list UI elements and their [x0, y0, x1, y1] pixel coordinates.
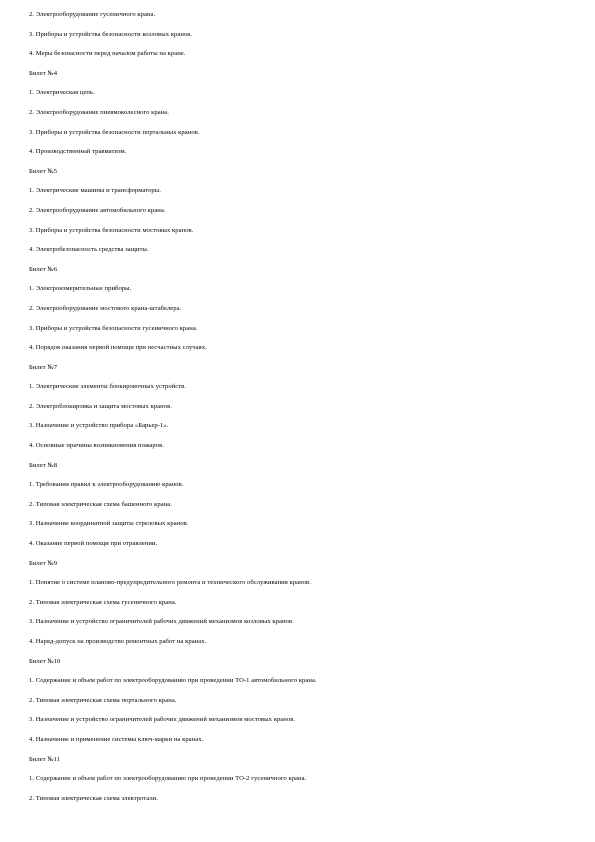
ticket-heading: Билет №9 [29, 559, 58, 567]
question-item: 3. Назначение и устройство ограничителей рабочих движений механизмов козловых кранов. [29, 618, 294, 626]
question-item: 2. Электрооборудование мостового крана-штабелера. [29, 304, 182, 312]
question-item: 2. Типовая электрическая схема портального крана. [29, 696, 177, 704]
question-item: 4. Назначение и применение системы ключ-марки на кранах. [29, 735, 204, 743]
question-item: 1. Содержание и объем работ по электрооборудованию при проведении ТО-1 автомобильного крана. [29, 677, 317, 685]
question-item: 2. Типовая электрическая схема электротали. [29, 794, 159, 802]
ticket-heading: Билет №4 [29, 69, 58, 77]
question-item: 4. Меры безопасности перед началом работы на кране. [29, 50, 186, 58]
question-item: 1. Электрические элементы блокировочных устройств. [29, 383, 187, 391]
ticket-heading: Билет №5 [29, 167, 58, 175]
question-item: 2. Электрооборудование автомобильного крана. [29, 206, 166, 214]
question-item: 2. Электрооборудование пневмоколесного крана. [29, 108, 169, 116]
question-item: 4. Основные причины возникновения пожаров. [29, 442, 164, 450]
question-item: 3. Назначение и устройство ограничителей рабочих движений механизмов мостовых кранов. [29, 716, 296, 724]
ticket-heading: Билет №10 [29, 657, 61, 665]
question-item: 4. Порядок оказания первой помощи при несчастных случаях. [29, 344, 207, 352]
ticket-heading: Билет №6 [29, 265, 58, 273]
question-item: 1. Электроизмерительные приборы. [29, 285, 132, 293]
question-item: 1. Требования правил к электрооборудованию кранов. [29, 481, 184, 489]
question-item: 3. Назначение координатной защиты стреловых кранов. [29, 520, 189, 528]
question-item: 1. Понятие о системе планово-предупредительного ремонта и технического обслуживания кранов. [29, 579, 311, 587]
question-item: 3. Приборы и устройства безопасности гусеничного крана. [29, 324, 198, 332]
question-item: 2. Электроблокировка и защита мостовых кранов. [29, 402, 172, 410]
question-item: 4. Производственный травматизм. [29, 148, 127, 156]
question-item: 1. Электрическая цепь. [29, 89, 95, 97]
question-item: 3. Назначение и устройство прибора «Барьер-1». [29, 422, 169, 430]
question-item: 2. Типовая электрическая схема башенного крана. [29, 500, 172, 508]
question-item: 4. Оказание первой помощи при отравлении. [29, 540, 158, 548]
ticket-heading: Билет №11 [29, 755, 61, 763]
question-item: 4. Наряд-допуск на производство ремонтных работ на кранах. [29, 638, 207, 645]
question-item: 3. Приборы и устройства безопасности портальных кранов. [29, 128, 200, 136]
question-item: 1. Электрические машины и трансформаторы. [29, 187, 161, 195]
ticket-list [29, 10, 574, 813]
ticket-heading: Билет №8 [29, 461, 58, 469]
question-item: 3. Приборы и устройства безопасности козловых кранов. [29, 30, 193, 38]
question-item: 2. Типовая электрическая схема гусеничного крана. [29, 598, 177, 606]
question-item: 4. Электробезопасность средства защиты. [29, 246, 149, 254]
question-item: 3. Приборы и устройства безопасности мостовых кранов. [29, 226, 194, 234]
question-item: 2. Электрооборудование гусеничного крана. [29, 11, 156, 18]
question-item: 1. Содержание и объем работ по электрооборудованию при проведении ТО-2 гусеничного крана. [29, 775, 307, 783]
ticket-heading: Билет №7 [29, 363, 58, 371]
